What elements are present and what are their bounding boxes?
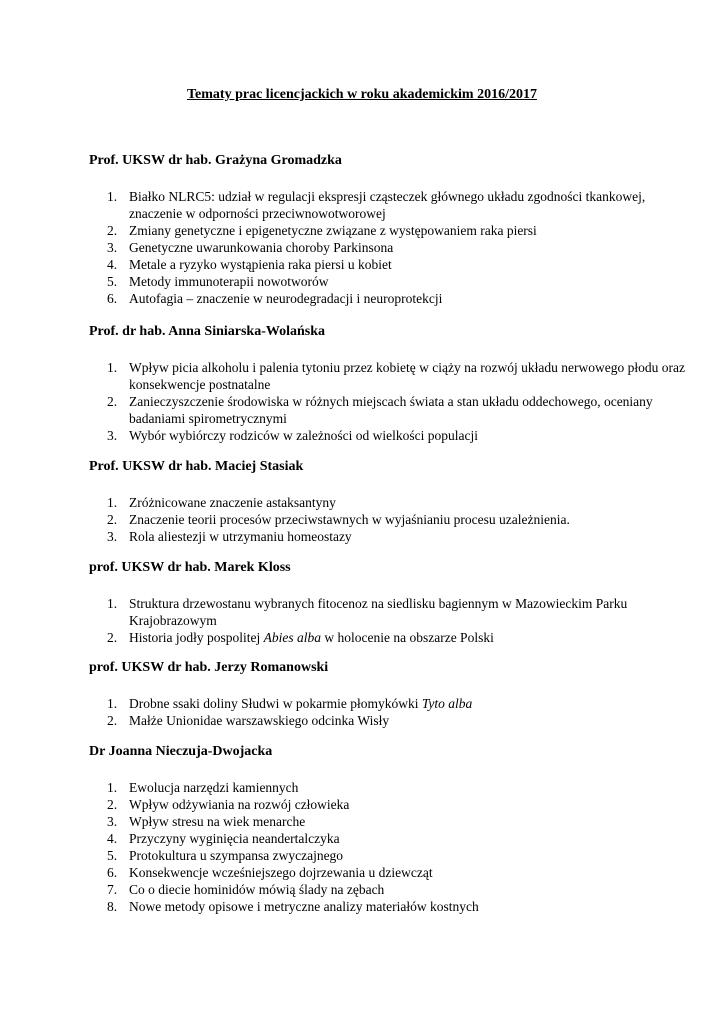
topic-number: 3. bbox=[107, 814, 118, 829]
topic-list bbox=[89, 695, 689, 729]
topic-item bbox=[89, 847, 689, 864]
supervisor-name: prof. UKSW dr hab. Marek Kloss bbox=[89, 560, 291, 575]
topic-text: Drobne ssaki doliny Słudwi w pokarmie płomykówki Tyto alba bbox=[129, 696, 473, 711]
topic-item bbox=[89, 830, 689, 847]
supervisor-name: Prof. UKSW dr hab. Grażyna Gromadzka bbox=[89, 153, 342, 168]
topic-list bbox=[89, 595, 689, 646]
topic-text: Wpływ stresu na wiek menarche bbox=[129, 814, 306, 829]
species-name: Abies alba bbox=[263, 630, 321, 645]
topic-item bbox=[89, 188, 689, 222]
topic-item bbox=[89, 595, 689, 629]
topic-text: Białko NLRC5: udział w regulacji ekspresji cząsteczek głównego układu zgodności tkankowej, znaczenie w odporności przeciwnowotworowej bbox=[129, 189, 646, 221]
supervisor-section bbox=[89, 323, 689, 444]
topic-item bbox=[89, 256, 689, 273]
topic-text: Wpływ picia alkoholu i palenia tytoniu przez kobietę w ciąży na rozwój układu nerwowego płodu oraz konsekwencje postnatalne bbox=[129, 360, 685, 392]
topic-number: 2. bbox=[107, 630, 118, 645]
topic-text: Wpływ odżywiania na rozwój człowieka bbox=[129, 797, 350, 812]
topic-text: Genetyczne uwarunkowania choroby Parkinsona bbox=[129, 240, 394, 255]
supervisor-name: Dr Joanna Nieczuja-Dwojacka bbox=[89, 744, 273, 759]
topic-number: 1. bbox=[107, 696, 118, 711]
topic-text: Zanieczyszczenie środowiska w różnych miejscach świata a stan układu oddechowego, oceniany badaniami spirometrycznymi bbox=[129, 394, 653, 426]
topic-text: Metale a ryzyko wystąpienia raka piersi u kobiet bbox=[129, 257, 392, 272]
topic-text: Struktura drzewostanu wybranych fitocenoz na siedlisku bagiennym w Mazowieckim Parku Krajobrazowym bbox=[129, 596, 628, 628]
supervisor-section bbox=[89, 458, 689, 545]
topic-number: 2. bbox=[107, 713, 118, 728]
topic-number: 2. bbox=[107, 394, 118, 409]
topic-number: 7. bbox=[107, 882, 118, 897]
topic-number: 1. bbox=[107, 360, 118, 375]
topic-item bbox=[89, 528, 689, 545]
topic-text: Metody immunoterapii nowotworów bbox=[129, 274, 329, 289]
topic-item bbox=[89, 239, 689, 256]
topic-item bbox=[89, 712, 689, 729]
topic-number: 4. bbox=[107, 257, 118, 272]
topic-text: Konsekwencje wcześniejszego dojrzewania u dziewcząt bbox=[129, 865, 433, 880]
topic-text: Zmiany genetyczne i epigenetyczne związane z występowaniem raka piersi bbox=[129, 223, 537, 238]
supervisor-name: prof. UKSW dr hab. Jerzy Romanowski bbox=[89, 660, 329, 675]
topic-list bbox=[89, 779, 689, 915]
topic-item bbox=[89, 813, 689, 830]
topic-text: Zróżnicowane znaczenie astaksantyny bbox=[129, 495, 336, 510]
topic-number: 2. bbox=[107, 223, 118, 238]
supervisor-section bbox=[89, 659, 689, 729]
document-title: Tematy prac licencjackich w roku akademickim 2016/2017 bbox=[187, 87, 537, 102]
species-name: Tyto alba bbox=[421, 696, 473, 711]
topic-text: Autofagia – znaczenie w neurodegradacji i neuroprotekcji bbox=[129, 291, 443, 306]
topic-text: Ewolucja narzędzi kamiennych bbox=[129, 780, 299, 795]
topic-item bbox=[89, 796, 689, 813]
topic-text: Co o diecie hominidów mówią ślady na zębach bbox=[129, 882, 385, 897]
topic-number: 3. bbox=[107, 240, 118, 255]
topic-item bbox=[89, 359, 689, 393]
topic-item bbox=[89, 393, 689, 427]
topic-item bbox=[89, 881, 689, 898]
topic-item bbox=[89, 290, 689, 307]
topic-item bbox=[89, 273, 689, 290]
topic-number: 1. bbox=[107, 495, 118, 510]
supervisor-section bbox=[89, 743, 689, 915]
topic-list bbox=[89, 359, 689, 444]
topic-item bbox=[89, 222, 689, 239]
topic-item bbox=[89, 511, 689, 528]
topic-number: 2. bbox=[107, 512, 118, 527]
topic-item bbox=[89, 427, 689, 444]
topic-text: Rola aliestezji w utrzymaniu homeostazy bbox=[129, 529, 352, 544]
topic-text: Protokultura u szympansa zwyczajnego bbox=[129, 848, 344, 863]
topic-number: 1. bbox=[107, 189, 118, 204]
topic-number: 4. bbox=[107, 831, 118, 846]
topic-number: 5. bbox=[107, 848, 118, 863]
topic-number: 3. bbox=[107, 428, 118, 443]
topic-number: 5. bbox=[107, 274, 118, 289]
topic-number: 8. bbox=[107, 899, 118, 914]
topic-list bbox=[89, 494, 689, 545]
supervisor-name: Prof. dr hab. Anna Siniarska-Wolańska bbox=[89, 324, 326, 339]
topic-text: Historia jodły pospolitej Abies alba w holocenie na obszarze Polski bbox=[129, 630, 494, 645]
topic-text: Małże Unionidae warszawskiego odcinka Wisły bbox=[129, 713, 390, 728]
topic-item bbox=[89, 864, 689, 881]
topic-list bbox=[89, 188, 689, 307]
topic-text: Przyczyny wyginięcia neandertalczyka bbox=[129, 831, 340, 846]
topic-number: 1. bbox=[107, 780, 118, 795]
topic-number: 1. bbox=[107, 596, 118, 611]
topic-text: Znaczenie teorii procesów przeciwstawnych w wyjaśnianiu procesu uzależnienia. bbox=[129, 512, 570, 527]
topic-item bbox=[89, 629, 689, 646]
supervisor-section bbox=[89, 152, 689, 307]
topic-item bbox=[89, 898, 689, 915]
supervisor-name: Prof. UKSW dr hab. Maciej Stasiak bbox=[89, 459, 304, 474]
topic-text: Nowe metody opisowe i metryczne analizy materiałów kostnych bbox=[129, 899, 479, 914]
topic-item bbox=[89, 695, 689, 712]
topic-item bbox=[89, 779, 689, 796]
topic-number: 6. bbox=[107, 291, 118, 306]
topic-number: 3. bbox=[107, 529, 118, 544]
topic-number: 2. bbox=[107, 797, 118, 812]
topic-item bbox=[89, 494, 689, 511]
topic-number: 6. bbox=[107, 865, 118, 880]
topic-text: Wybór wybiórczy rodziców w zależności od wielkości populacji bbox=[129, 428, 478, 443]
supervisor-section bbox=[89, 559, 689, 646]
